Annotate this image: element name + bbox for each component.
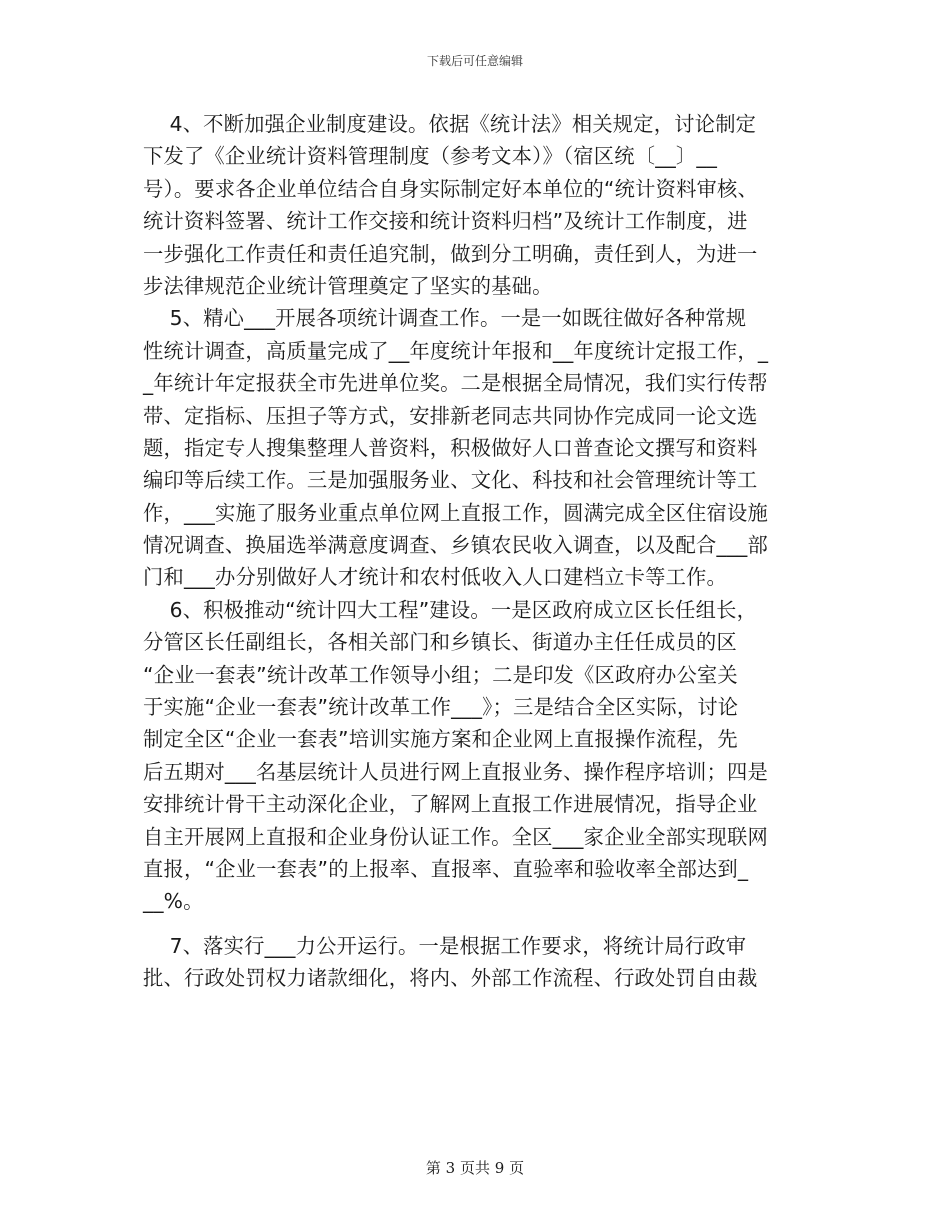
text-line: 编印等后续工作。三是加强服务业、文化、科技和社会管理统计等工 — [143, 468, 758, 493]
text-line: “企业一套表”统计改革工作领导小组；二是印发《区政府办公室关 — [143, 662, 738, 687]
text-line: 安排统计骨干主动深化企业，了解网上直报工作进展情况，指导企业 — [143, 792, 758, 817]
text-line: 统计资料签署、统计工作交接和统计资料归档”及统计工作制度，进 — [143, 209, 748, 234]
paragraph-gap — [143, 918, 813, 930]
text-line: 情况调查、换届选举满意度调查、乡镇农民收入调查，以及配合___部 — [143, 533, 768, 558]
text-line: 5、精心___开展各项统计调查工作。一是一如既往做好各种常规 — [143, 306, 747, 331]
text-line: 制定全区“企业一套表”培训实施方案和企业网上直报操作流程，先 — [143, 727, 738, 752]
text-line: 性统计调查，高质量完成了__年度统计年报和__年度统计定报工作，_ — [143, 338, 769, 363]
text-line: 一步强化工作责任和责任追究制，做到分工明确，责任到人，为进一 — [143, 241, 758, 266]
body-text — [143, 108, 813, 995]
text-line: 4、不断加强企业制度建设。依据《统计法》相关规定，讨论制定 — [143, 112, 757, 136]
text-line: 门和___办分别做好人才统计和农村低收入人口建档立卡等工作。 — [143, 565, 728, 590]
text-line: 自主开展网上直报和企业身份认证工作。全区___家企业全部实现联网 — [143, 824, 768, 849]
text-line: 分管区长任副组长，各相关部门和乡镇长、街道办主任任成员的区 — [143, 630, 737, 655]
text-line: 题，指定专人搜集整理人普资料，积极做好人口普查论文撰写和资料 — [143, 435, 758, 460]
text-line: 6、积极推动“统计四大工程”建设。一是区政府成立区长任组长， — [143, 597, 758, 622]
text-line: 步法律规范企业统计管理奠定了坚实的基础。 — [143, 273, 553, 298]
text-line: 7、落实行___力公开运行。一是根据工作要求，将统计局行政审 — [143, 933, 747, 958]
text-line: 于实施“企业一套表”统计改革工作___》；三是结合全区实际，讨论 — [143, 695, 739, 720]
page-header: 下载后可任意编辑 — [426, 54, 523, 68]
text-line: 批、行政处罚权力诸款细化，将内、外部工作流程、行政处罚自由裁 — [143, 966, 758, 991]
text-line: _年统计年定报获全市先进单位奖。二是根据全局情况，我们实行传帮 — [143, 371, 768, 396]
text-line: __%。 — [143, 889, 204, 914]
text-line: 号）。要求各企业单位结合自身实际制定好本单位的“统计资料审核、 — [143, 176, 759, 201]
text-line: 直报，“企业一套表”的上报率、直报率、直验率和验收率全部达到_ — [143, 856, 749, 881]
text-line: 下发了《企业统计资料管理制度（参考文本）》（宿区统〔__〕__ — [143, 144, 718, 169]
text-line: 带、定指标、压担子等方式，安排新老同志共同协作完成同一论文选 — [143, 403, 758, 428]
text-line: 后五期对___名基层统计人员进行网上直报业务、操作程序培训；四是 — [143, 759, 768, 784]
text-line: 作，___实施了服务业重点单位网上直报工作，圆满完成全区住宿设施 — [143, 500, 768, 525]
page-footer: 第 3 页共 9 页 — [425, 1159, 525, 1177]
